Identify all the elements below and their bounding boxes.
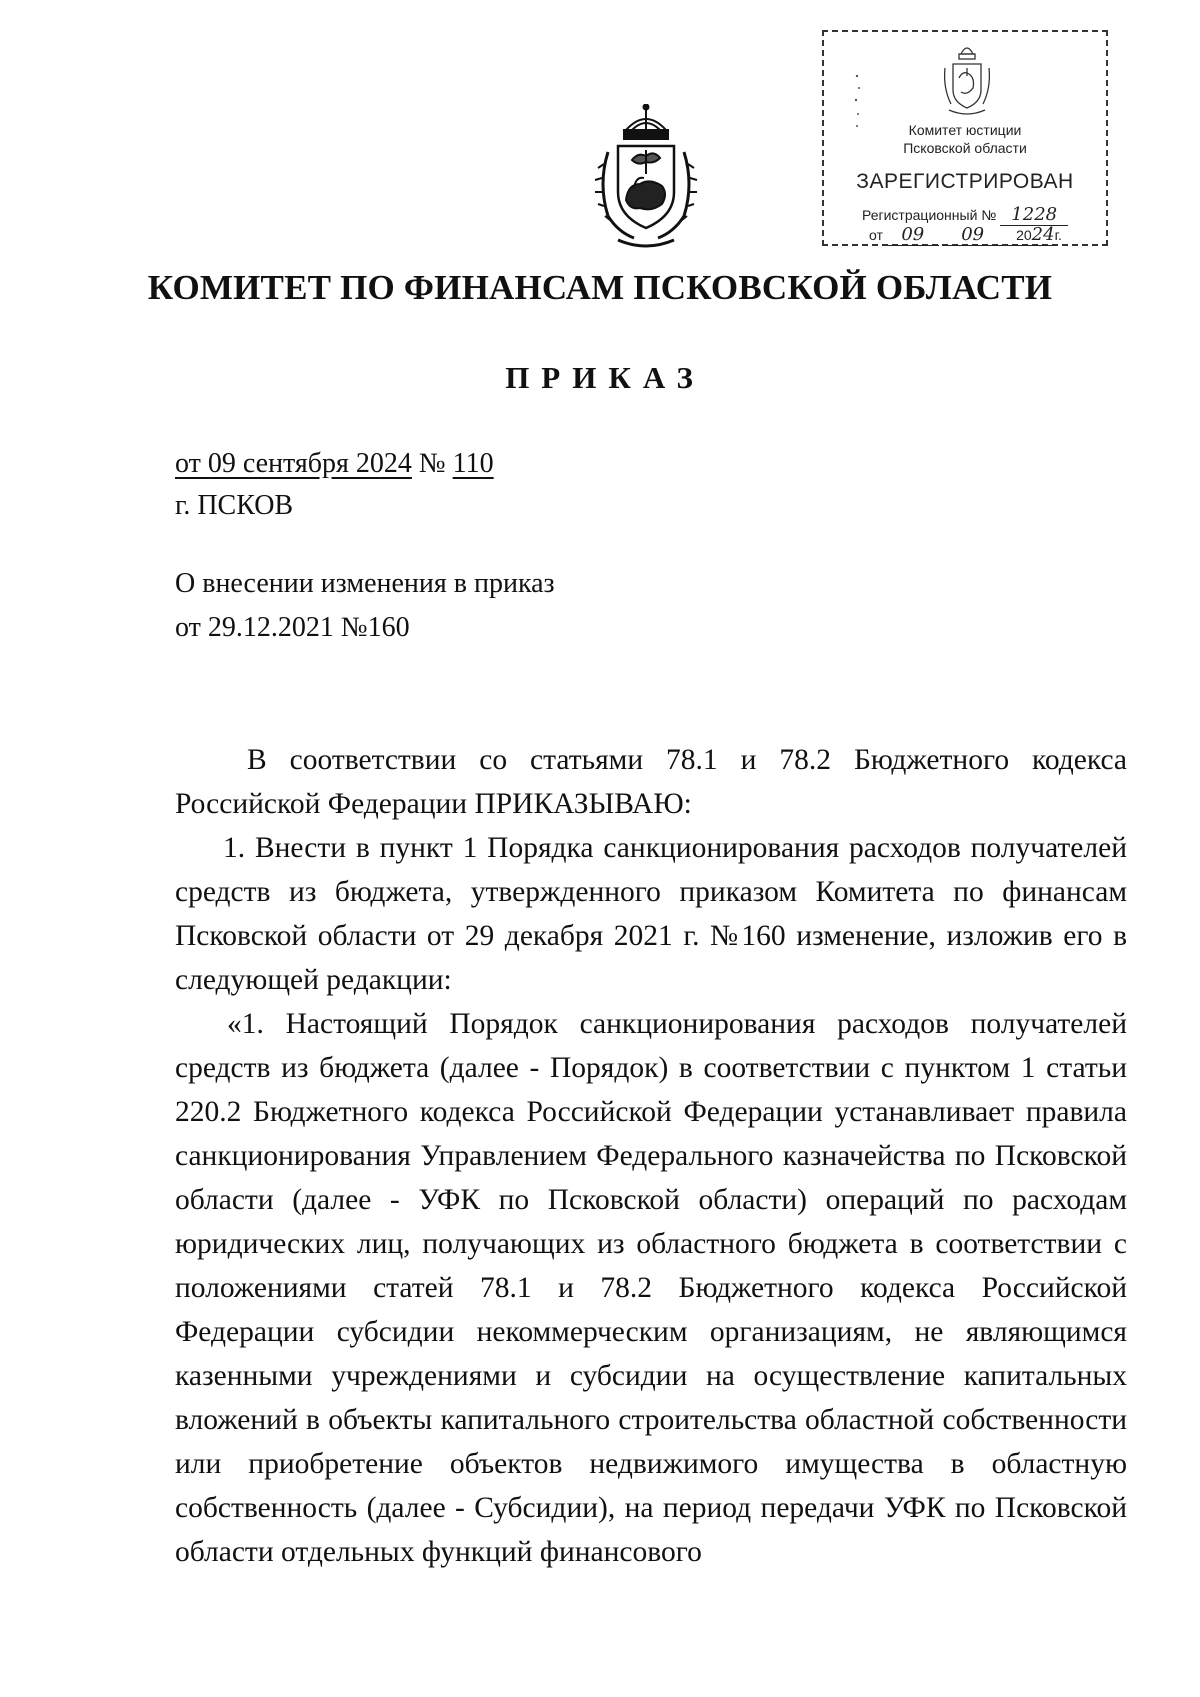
stamp-date-prefix: от	[869, 227, 883, 243]
stamp-date-row	[869, 224, 1062, 246]
subject-line-2: от 29.12.2021 №160	[175, 612, 410, 643]
stamp-date-day: 09	[887, 224, 939, 246]
document-type: ПРИКАЗ	[505, 360, 705, 395]
stamp-org-line2: Псковской области	[903, 140, 1027, 156]
paragraph-item-1: 1. Внести в пункт 1 Порядка санкционирования расходов получателей средств из бюджета, утвержденного приказом Комитета по финансам Псковской области от 29 декабря 2021 г. №160 изменение, изложив его в следующей редакции:	[175, 832, 1127, 996]
paragraph-preamble: В соответствии со статьями 78.1 и 78.2 Бюджетного кодекса Российской Федерации ПРИКАЗЫВАЮ:	[175, 744, 1127, 820]
stamp-date-month: 09	[943, 224, 1003, 246]
number-sign: №	[418, 448, 446, 479]
stamp-reg-number: 1228	[1000, 204, 1068, 226]
stamp-date-year: 2024	[1007, 224, 1055, 246]
coat-of-arms-icon	[584, 104, 708, 252]
stamp-reg-number-row	[862, 204, 1068, 226]
stamp-status: ЗАРЕГИСТРИРОВАН	[856, 170, 1074, 193]
document-body	[175, 738, 1127, 1574]
paragraph-quoted-item-1: «1. Настоящий Порядок санкционирования расходов получателей средств из бюджета (далее - Порядок) в соответствии с пунктом 1 статьи 220.2 Бюджетного кодекса Российской Федерации устанавливает правила санкционирования Управлением Федерального казначейства по Псковской области (далее - УФК по Псковской области) операций по расходам юридических лиц, получающих из областного бюджета в соответствии с положениями статей 78.1 и 78.2 Бюджетного кодекса Российской Федерации субсидии некоммерческим организациям, не являющимся казенными учреждениями и субсидии на осуществление капитальных вложений в объекты капитального строительства областной собственности или приобретение объектов недвижимого имущества в областную собственность (далее - Субсидии), на период передачи УФК по Псковской области отдельных функций финансового	[175, 1008, 1127, 1568]
stamp-date-suffix: г.	[1054, 227, 1062, 243]
stamp-reg-label: Регистрационный №	[862, 207, 997, 223]
order-number: 110	[452, 448, 494, 479]
coat-of-arms-small-icon	[939, 38, 995, 118]
subject-line-1: О внесении изменения в приказ	[175, 568, 555, 599]
registration-stamp	[822, 30, 1108, 246]
stamp-org-line1: Комитет юстиции	[908, 122, 1022, 138]
city: г. ПСКОВ	[175, 490, 294, 521]
order-date-number	[175, 448, 494, 480]
order-date: от 09 сентября 2024	[175, 448, 412, 479]
organization-title: КОМИТЕТ ПО ФИНАНСАМ ПСКОВСКОЙ ОБЛАСТИ	[147, 268, 1053, 307]
